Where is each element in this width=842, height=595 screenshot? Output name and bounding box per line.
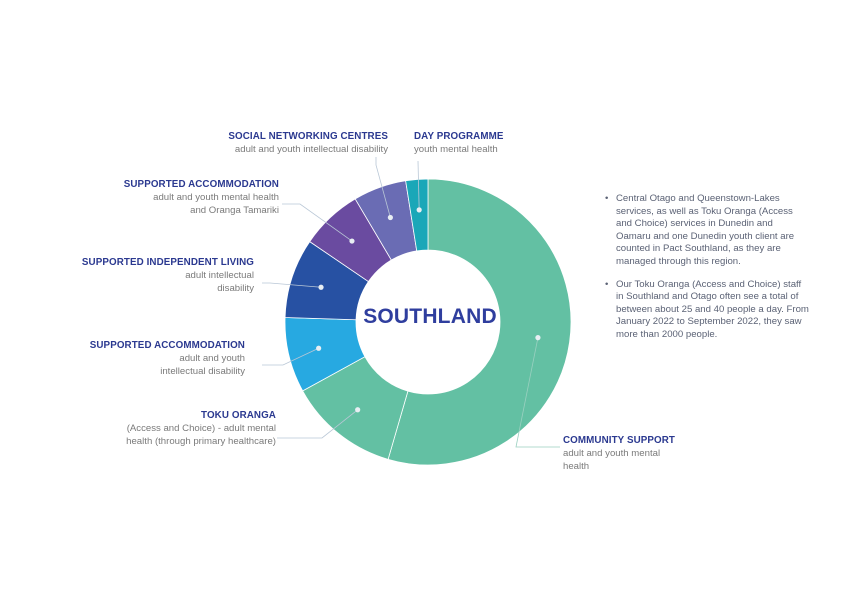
note-item: • Central Otago and Queenstown-Lakes services, as well as Toku Oranga (Access and Choice) services in Dunedin and Oamaru and one Dunedin youth client are counted in Pact Southland, as they are managed through this region. [605, 193, 810, 269]
label-title: SUPPORTED INDEPENDENT LIVING [81, 257, 254, 268]
leader-dot-0 [535, 335, 540, 340]
label-line: adult and youth mental [563, 448, 661, 459]
label-community-support [563, 434, 675, 473]
leader-dot-5 [388, 215, 393, 220]
label-line: adult intellectual [185, 270, 254, 281]
label-line: health (through primary healthcare) [126, 436, 276, 447]
label-title: DAY PROGRAMME [414, 131, 504, 142]
leader-dot-3 [318, 285, 323, 290]
notes-list [605, 193, 810, 352]
leader-dot-4 [349, 238, 354, 243]
label-line: health [563, 461, 590, 472]
label-line: disability [217, 283, 254, 294]
label-line: adult and youth mental health [153, 192, 279, 203]
chart-center-label: SOUTHLAND [363, 305, 497, 328]
label-title: TOKU ORANGA [201, 410, 276, 421]
label-line: youth mental health [414, 144, 498, 155]
label-title: SUPPORTED ACCOMMODATION [123, 179, 279, 190]
label-supported-accommodation-mh [124, 178, 279, 217]
label-line: and Oranga Tamariki [190, 205, 279, 216]
leader-dot-6 [417, 207, 422, 212]
label-supported-accommodation-id [90, 339, 245, 378]
label-line: adult and youth intellectual disability [234, 144, 388, 155]
label-line: intellectual disability [160, 366, 245, 377]
label-line: adult and youth [179, 353, 245, 364]
label-supported-independent-living [82, 256, 254, 295]
leader-dot-1 [355, 407, 360, 412]
leader-dot-2 [316, 346, 321, 351]
note-item: • Our Toku Oranga (Access and Choice) staff in Southland and Otago often see a total of between about 25 and 40 people a day. From January 2022 to September 2022, they saw more than 2000 people. [605, 279, 810, 342]
label-title: COMMUNITY SUPPORT [563, 435, 676, 446]
label-title: SUPPORTED ACCOMMODATION [89, 340, 245, 351]
label-toku-oranga [126, 409, 276, 448]
label-title: SOCIAL NETWORKING CENTRES [228, 131, 388, 142]
label-social-networking [228, 130, 388, 156]
label-day-programme [414, 130, 504, 156]
label-line: (Access and Choice) - adult mental [126, 423, 276, 434]
